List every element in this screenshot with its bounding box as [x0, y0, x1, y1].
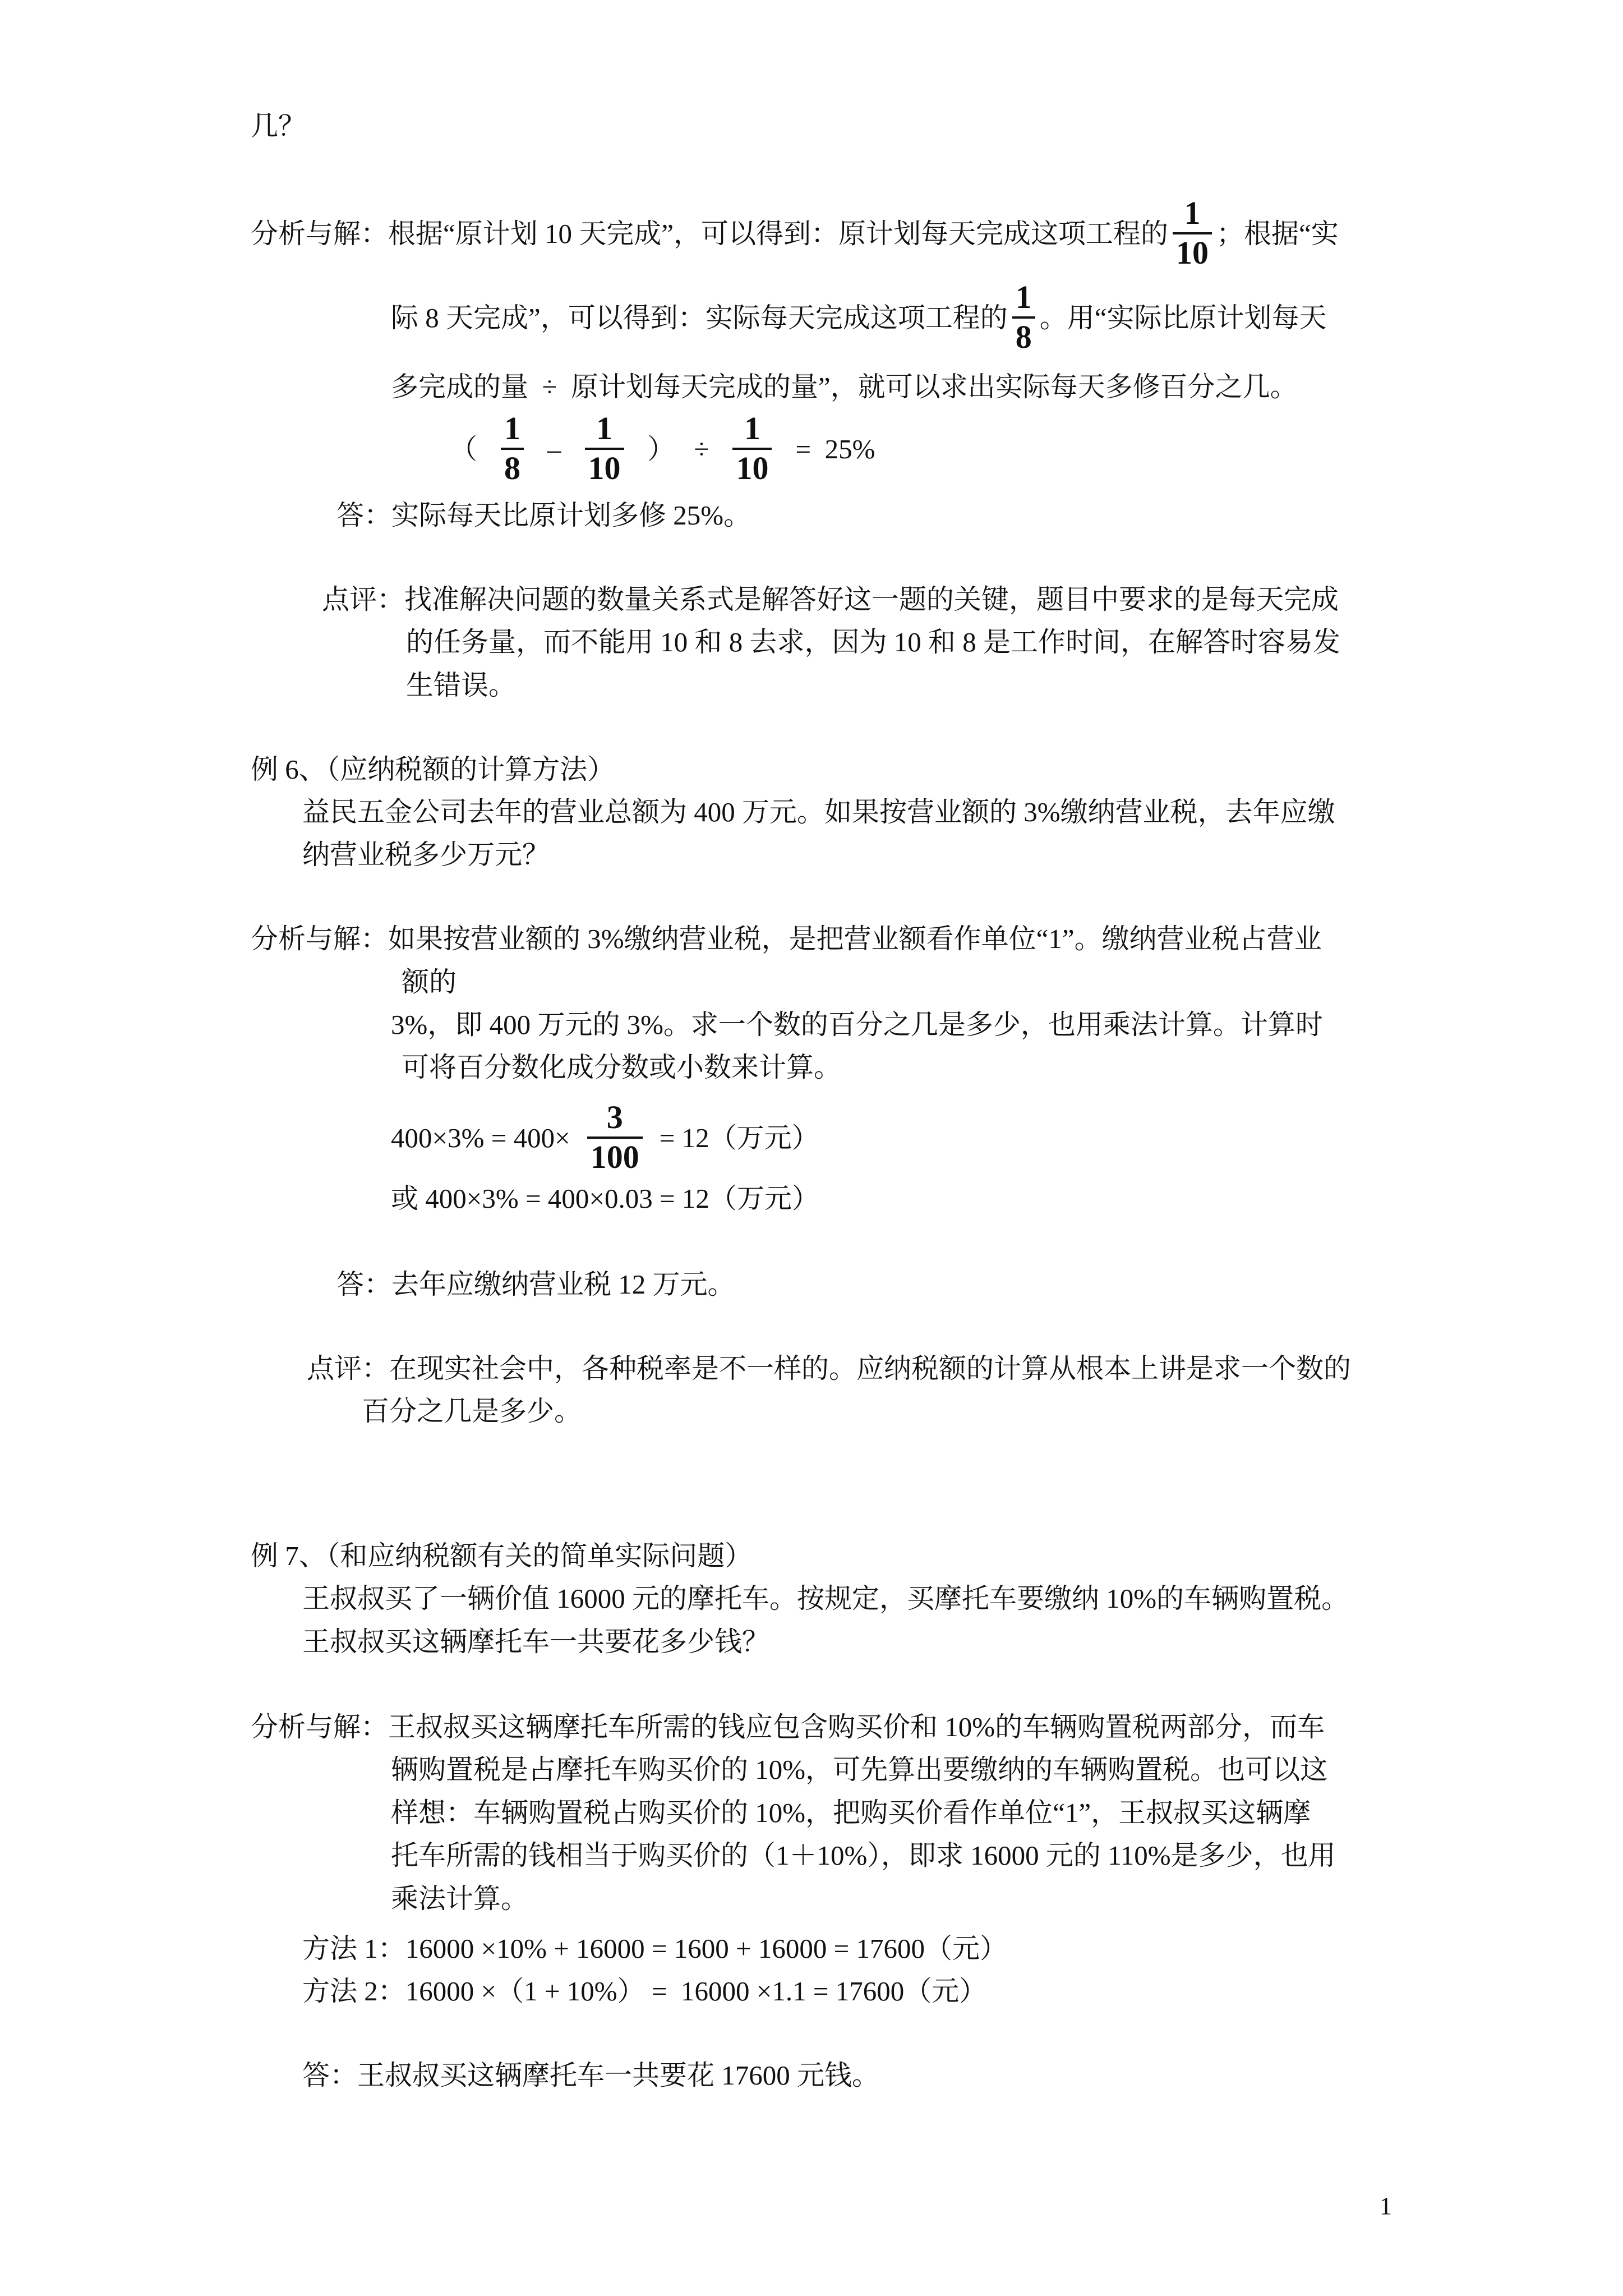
ex5-analysis-line-3: 多完成的量 ÷ 原计划每天完成的量”，就可以求出实际每天多修百分之几。	[391, 371, 1298, 402]
fraction-numerator: 1	[504, 410, 521, 447]
minus-sign: –	[547, 433, 561, 464]
fraction-denominator: 100	[587, 1137, 643, 1175]
fraction-numerator: 1	[596, 410, 613, 447]
ex7-method-1: 方法 1：16000 ×10% + 16000 = 1600 + 16000 = 17600（元）	[302, 1932, 1007, 1964]
ex6-title: 例 6、（应纳税额的计算方法）	[251, 753, 615, 785]
ex6-analysis-line-4: 可将百分数化成分数或小数来计算。	[402, 1051, 842, 1083]
equation-result: = 25%	[795, 433, 875, 464]
fraction-denominator: 10	[1173, 232, 1212, 270]
fraction-denominator: 8	[1012, 316, 1035, 355]
ex5-analysis-text: 际 8 天完成”，可以得到：实际每天完成这项工程的	[391, 302, 1008, 333]
ex7-problem-line-1: 王叔叔买了一辆价值 16000 元的摩托车。按规定，买摩托车要缴纳 10%的车辆购置税。	[302, 1582, 1349, 1614]
ex6-analysis-line-2: 额的	[402, 966, 457, 997]
fraction-numerator: 1	[1015, 279, 1032, 316]
ex7-answer: 答：王叔叔买这辆摩托车一共要花 17600 元钱。	[302, 2059, 880, 2091]
ex6-analysis-line-1: 分析与解：如果按营业额的 3%缴纳营业税，是把营业额看作单位“1”。缴纳营业税占营业	[251, 923, 1322, 954]
fraction-denominator: 10	[585, 448, 624, 486]
ex5-analysis-line-1	[251, 197, 1339, 270]
fraction-one-tenth	[1173, 196, 1212, 270]
fraction-three-hundredths	[587, 1101, 643, 1175]
ex5-analysis-text: 分析与解：根据“原计划 10 天完成”，可以得到：原计划每天完成这项工程的	[251, 218, 1168, 249]
ex6-calc-decimal: 或 400×3% = 400×0.03 = 12（万元）	[391, 1182, 819, 1214]
ex5-analysis-line-2	[391, 281, 1327, 354]
ex5-comment-line-1: 点评：找准解决问题的数量关系式是解答好这一题的关键，题目中要求的是每天完成	[322, 583, 1339, 615]
calc-text: 400×3% = 400×	[391, 1122, 570, 1153]
fraction-b	[585, 412, 624, 486]
ex5-comment-line-3: 生错误。	[406, 669, 517, 701]
ex6-comment-line-2: 百分之几是多少。	[362, 1395, 582, 1427]
calc-result: = 12（万元）	[659, 1122, 819, 1153]
ex6-comment-line-1: 点评：在现实社会中，各种税率是不一样的。应纳税额的计算从根本上讲是求一个数的	[307, 1352, 1352, 1384]
ex5-equation	[450, 412, 875, 485]
ex7-analysis-line-5: 乘法计算。	[391, 1883, 529, 1914]
ex5-comment-line-2: 的任务量，而不能用 10 和 8 去求，因为 10 和 8 是工作时间，在解答时容易发	[406, 626, 1341, 657]
previous-question-tail: 几？	[251, 110, 306, 141]
open-paren: （	[450, 433, 478, 464]
ex6-calc-fraction	[391, 1101, 819, 1174]
divide-sign: ÷	[694, 433, 709, 464]
ex7-analysis-line-2: 辆购置税是占摩托车购买价的 10%，可先算出要缴纳的车辆购置税。也可以这	[391, 1754, 1328, 1785]
page-number: 1	[1380, 2192, 1392, 2220]
fraction-numerator: 3	[606, 1099, 623, 1136]
fraction-a	[501, 412, 524, 486]
ex5-analysis-text: ；根据“实	[1216, 218, 1339, 249]
ex7-title: 例 7、（和应纳税额有关的简单实际问题）	[251, 1540, 753, 1571]
fraction-numerator: 1	[744, 410, 760, 447]
ex6-answer: 答：去年应缴纳营业税 12 万元。	[336, 1268, 735, 1300]
ex7-analysis-line-1: 分析与解：王叔叔买这辆摩托车所需的钱应包含购买价和 10%的车辆购置税两部分，而车	[251, 1711, 1325, 1742]
ex5-analysis-text: 。用“实际比原计划每天	[1039, 302, 1327, 333]
fraction-numerator: 1	[1184, 195, 1201, 232]
fraction-denominator: 10	[732, 448, 772, 486]
ex6-problem-line-2: 纳营业税多少万元？	[302, 839, 550, 870]
fraction-denominator: 8	[501, 448, 524, 486]
fraction-one-eighth	[1012, 280, 1035, 355]
ex7-method-2: 方法 2：16000 ×（1 + 10%） = 16000 ×1.1 = 17600（元）	[302, 1975, 987, 2007]
ex6-problem-line-1: 益民五金公司去年的营业总额为 400 万元。如果按营业额的 3%缴纳营业税，去年应缴	[302, 796, 1335, 827]
ex7-analysis-line-4: 托车所需的钱相当于购买价的（1＋10%），即求 16000 元的 110%是多少，也用	[391, 1839, 1336, 1871]
fraction-c	[732, 412, 772, 486]
ex5-answer: 答：实际每天比原计划多修 25%。	[336, 499, 751, 531]
ex7-analysis-line-3: 样想：车辆购置税占购买价的 10%，把购买价看作单位“1”，王叔叔买这辆摩	[391, 1797, 1311, 1828]
ex7-problem-line-2: 王叔叔买这辆摩托车一共要花多少钱？	[302, 1626, 770, 1657]
ex6-analysis-line-3: 3%，即 400 万元的 3%。求一个数的百分之几是多少，也用乘法计算。计算时	[391, 1009, 1323, 1040]
close-paren: ）	[647, 433, 675, 464]
